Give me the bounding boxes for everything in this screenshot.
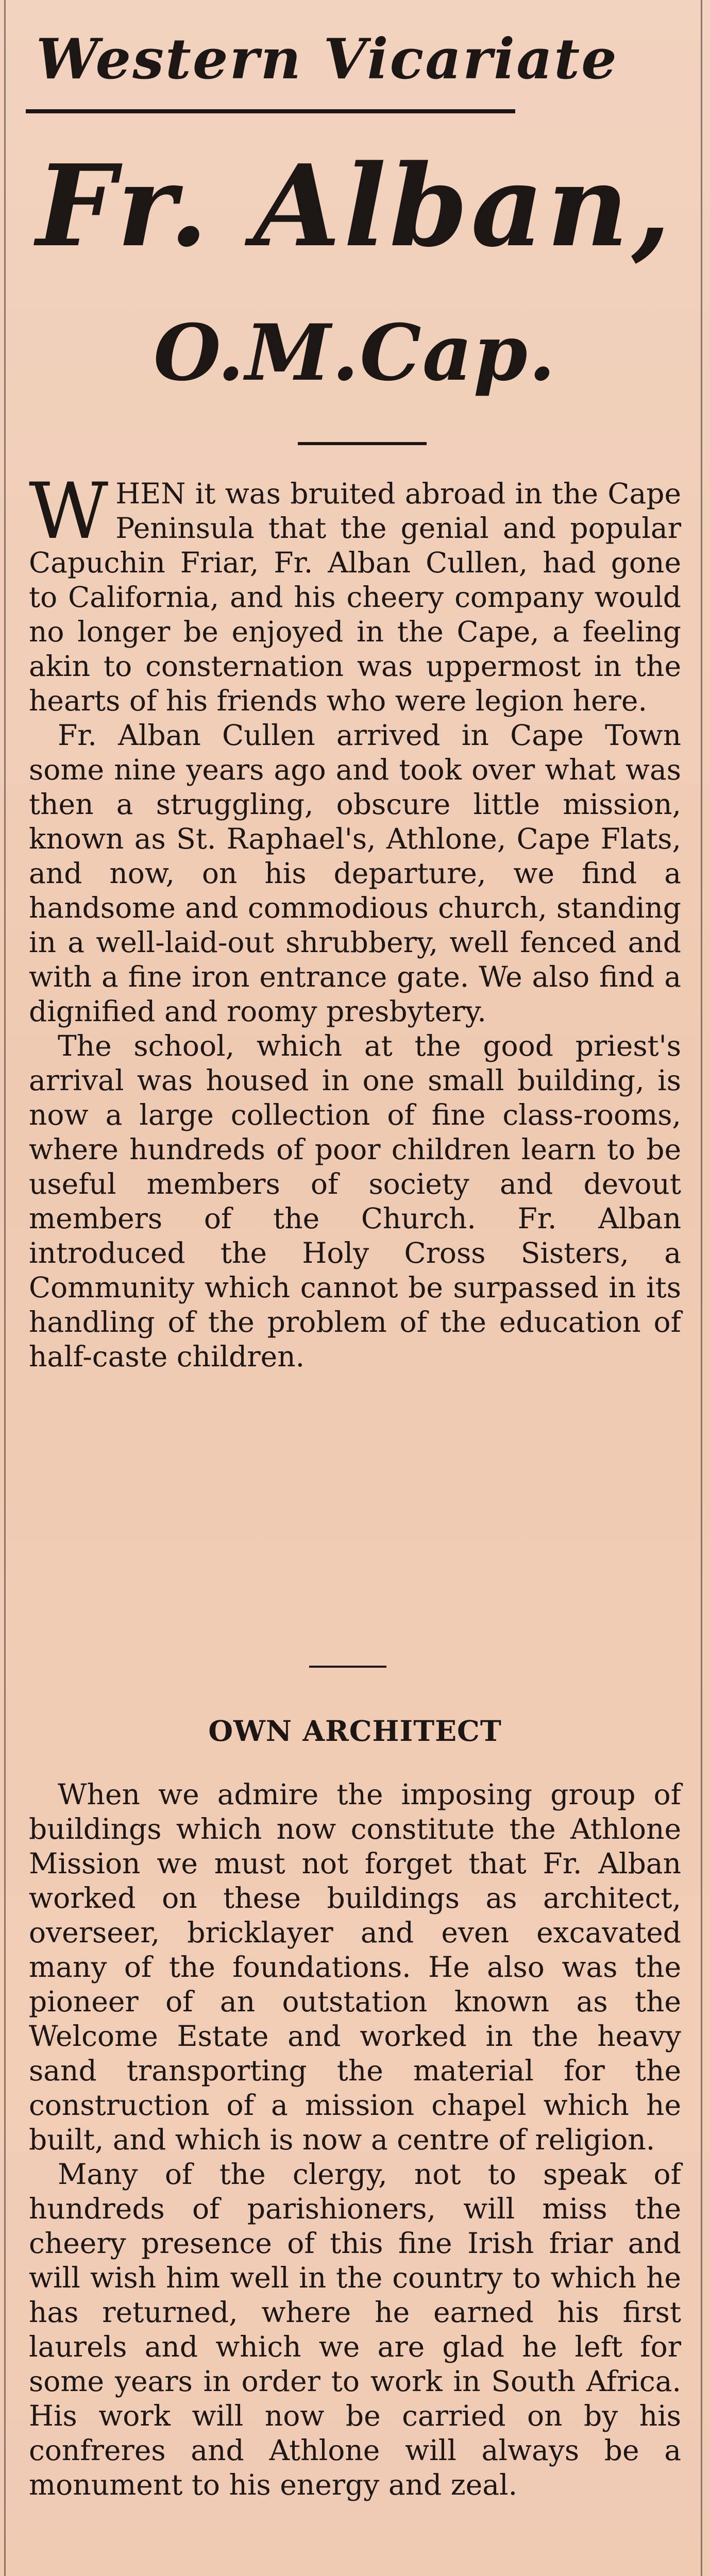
subheading: OWN ARCHITECT [208, 1714, 502, 1748]
paragraph-4: When we admire the imposing group of buildings which now constitute the Athlone Mission we must not forget that Fr. Alban worked on these buildings as architect, overseer, bricklayer and even excavated many of the foundations. He also was the pioneer of an outstation known as the Welcome Estate and worked in the heavy sand transporting the material for the construction of a mission chapel which he built, and which is now a centre of religion. [29, 1778, 681, 2156]
section-heading: Western Vicariate [36, 27, 618, 92]
paragraph-5: Many of the clergy, not to speak of hundreds of parishioners, will miss the cheery presence of this fine Irish friar and will wish him well in the country to which he has returned, where he earned his first laurels and which we are glad he left for some years in order to work in South Africa. His work will now be carried on by his confreres and Athlone will always be a monument to his energy and zeal. [29, 2158, 681, 2501]
title-rule [298, 442, 427, 445]
article-title: Fr. Alban, [36, 140, 674, 272]
article-body-part-1 [29, 467, 681, 1374]
article-title-suffix: O.M.Cap. [153, 308, 557, 398]
section-rule [26, 109, 515, 113]
drop-cap: W [29, 467, 109, 556]
paragraph-3: The school, which at the good priest's arrival was housed in one small building, is now a large collection of fine class-rooms, where hundreds of poor children learn to be useful members of society and devout members of the Church. Fr. Alban introduced the Holy Cross Sisters, a Community which cannot be surpassed in its handling of the problem of the education of half-caste children. [29, 1029, 681, 1373]
paragraph-1-text: HEN it was bruited abroad in the Cape Peninsula that the genial and popular Capuchin Friar, Fr. Alban Cullen, had gone to California, and his cheery company would no longer be enjoyed in the Cape, a feeling akin to consternation was uppermost in the hearts of his friends who were legion here. [29, 477, 681, 717]
paragraph-2: Fr. Alban Cullen arrived in Cape Town some nine years ago and took over what was then a struggling, obscure little mission, known as St. Raphael's, Athlone, Cape Flats, and now, on his departure, we find a handsome and commodious church, standing in a well-laid-out shrubbery, well fenced and with a fine iron entrance gate. We also find a dignified and roomy presbytery. [29, 719, 681, 1028]
article-body-part-2 [29, 1777, 681, 2502]
paragraph-1 [29, 467, 681, 718]
separator-rule [309, 1666, 386, 1668]
